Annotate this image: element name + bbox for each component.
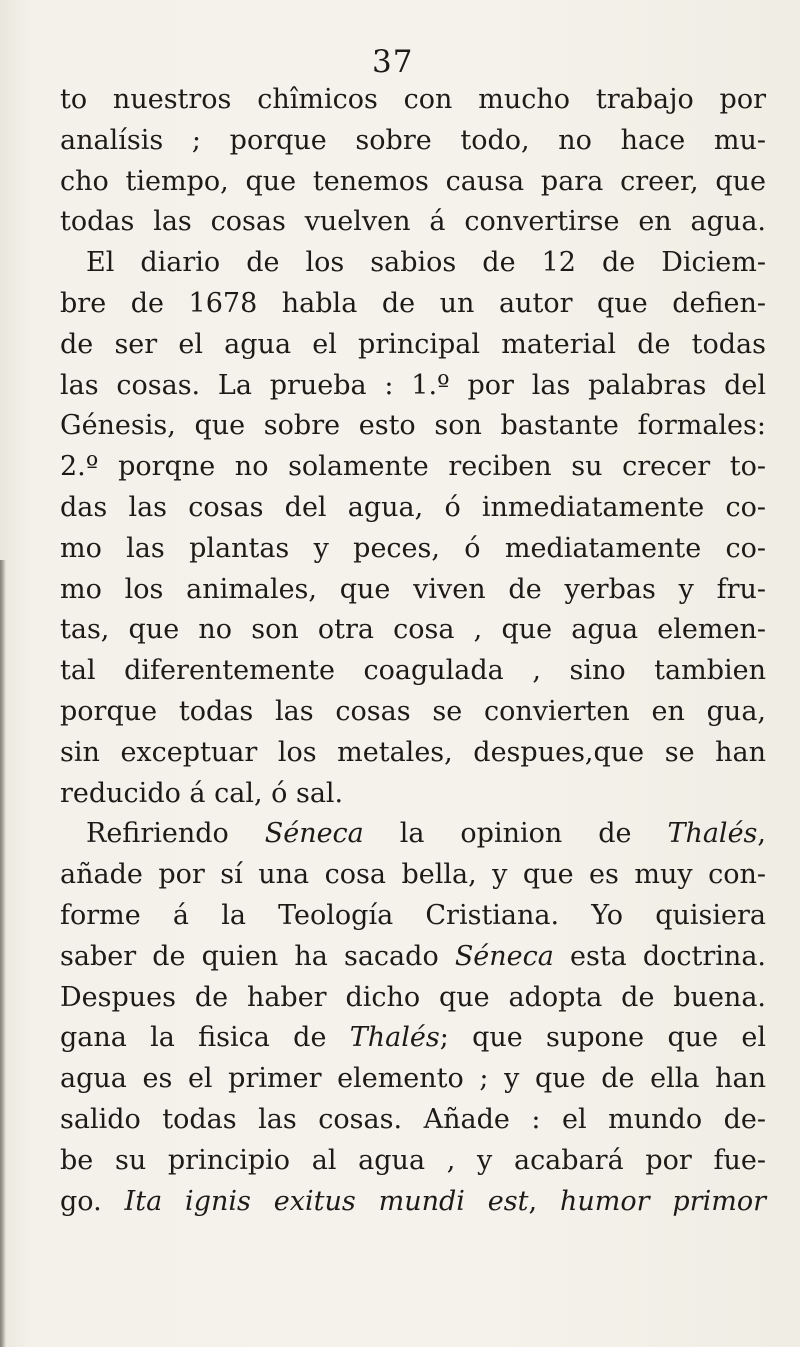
text-line — [60, 1100, 766, 1141]
text-segment: das las cosas del agua, ó inmediatamente co- — [60, 491, 766, 523]
body-text — [60, 80, 766, 1222]
text-segment: porque todas las cosas se convierten en gua, — [60, 695, 766, 727]
text-line — [60, 1182, 766, 1223]
text-segment: mo los animales, que viven de yerbas y fru- — [60, 573, 766, 605]
text-segment: Despues de haber dicho que adopta de buena. — [60, 981, 766, 1013]
text-line — [60, 814, 766, 855]
text-line — [60, 325, 766, 366]
text-line — [60, 447, 766, 488]
text-line — [60, 651, 766, 692]
text-line — [60, 1059, 766, 1100]
text-line — [60, 896, 766, 937]
text-segment: bre de 1678 habla de un autor que defien- — [60, 287, 766, 319]
text-segment: be su principio al agua , y acabará por fue- — [60, 1144, 766, 1176]
text-segment: gana la fisica de — [60, 1022, 350, 1054]
text-segment: sin exceptuar los metales, despues,que se han — [60, 736, 766, 768]
text-line — [60, 610, 766, 651]
page-number: 37 — [372, 44, 414, 80]
text-line — [60, 733, 766, 774]
text-line — [60, 529, 766, 570]
text-segment: cho tiempo, que tenemos causa para creer, que — [60, 165, 766, 197]
italic-segment: Séneca — [264, 818, 364, 850]
text-segment: , — [528, 1185, 560, 1217]
text-line — [60, 1141, 766, 1182]
text-line — [60, 855, 766, 896]
text-segment: El diario de los sabios de 12 de Diciem- — [86, 247, 766, 279]
italic-segment: Thalés — [349, 1022, 440, 1054]
text-line — [60, 774, 766, 815]
text-line — [60, 366, 766, 407]
text-line — [60, 1018, 766, 1059]
italic-segment: humor primor — [559, 1185, 766, 1217]
italic-segment: Ita ignis exitus mundi est — [124, 1185, 529, 1217]
text-segment: Génesis, que sobre esto son bastante formales: — [60, 410, 766, 442]
text-segment: to nuestros chîmicos con mucho trabajo por — [60, 84, 766, 115]
text-segment: 2.º porqne no solamente reciben su crecer to- — [60, 451, 766, 483]
text-segment: agua es el primer elemento ; y que de ella han — [60, 1063, 766, 1095]
text-line — [60, 978, 766, 1019]
text-line — [60, 121, 766, 162]
text-segment: de ser el agua el principal material de todas — [60, 328, 766, 360]
italic-segment: Séneca — [454, 940, 554, 972]
text-segment: las cosas. La prueba : 1.º por las palabras del — [60, 369, 766, 401]
text-segment: la opinion de — [363, 818, 668, 850]
text-line — [60, 202, 766, 243]
text-segment: mo las plantas y peces, ó mediatamente co- — [60, 532, 766, 564]
text-line — [60, 937, 766, 978]
page-binding-shadow — [0, 560, 6, 1347]
text-line — [60, 570, 766, 611]
text-line — [60, 284, 766, 325]
text-segment: go. — [60, 1185, 125, 1217]
text-line — [60, 406, 766, 447]
text-line — [60, 243, 766, 284]
italic-segment: Thalés — [667, 818, 758, 850]
text-segment: esta doctrina. — [553, 940, 766, 972]
text-segment: todas las cosas vuelven á convertirse en agua. — [60, 206, 766, 238]
text-segment: añade por sí una cosa bella, y que es muy con- — [60, 859, 766, 891]
text-segment: tas, que no son otra cosa , que agua elemen- — [60, 614, 766, 646]
text-segment: saber de quien ha sacado — [60, 940, 455, 972]
text-segment: tal diferentemente coagulada , sino tambien — [60, 655, 766, 687]
text-segment: Refiriendo — [86, 818, 265, 850]
text-line — [60, 692, 766, 733]
text-segment: forme á la Teología Cristiana. Yo quisiera — [60, 899, 766, 931]
text-segment: , — [757, 818, 766, 850]
text-segment: reducido á cal, ó sal. — [60, 777, 344, 809]
text-segment: analísis ; porque sobre todo, no hace mu- — [60, 124, 766, 156]
text-line — [60, 162, 766, 203]
text-line — [60, 488, 766, 529]
text-segment: ; que supone que el — [439, 1022, 766, 1054]
text-segment: salido todas las cosas. Añade : el mundo de- — [60, 1103, 766, 1135]
text-line — [60, 80, 766, 121]
